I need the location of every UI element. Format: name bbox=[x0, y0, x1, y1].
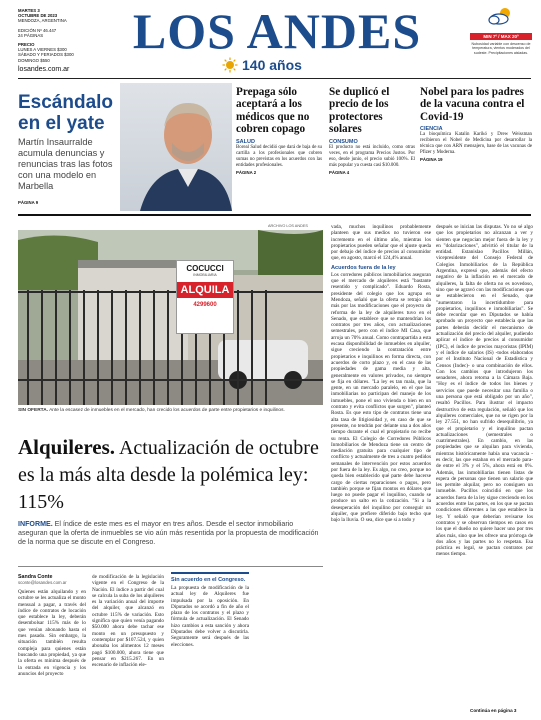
deck-divider bbox=[18, 566, 323, 567]
main-headline-bold: Alquileres. bbox=[18, 435, 116, 459]
main-deck bbox=[18, 520, 323, 547]
caption-label: SIN OFERTA. bbox=[18, 408, 49, 413]
story-ciencia-section: CIENCIA bbox=[420, 126, 443, 133]
price-sunday: DOMINGO $550 bbox=[18, 57, 50, 63]
page-count: 24 PÁGINAS bbox=[18, 32, 44, 38]
city: MENDOZA, ARGENTINA bbox=[18, 18, 67, 24]
story-salud-summary: Boreal Salud decidió que dará de baja de su cartilla a los profesionales que cobren sumas no previstas en los acuerdos con las entidades profesionales. bbox=[236, 144, 322, 168]
sign-brand: COCUCCI bbox=[186, 264, 224, 273]
sidebar-box bbox=[171, 572, 249, 648]
deck-text: El índice de este mes es el mayor en tres años. Desde el sector inmobiliario aseguran que la oferta de inmuebles se vio aún más resentida por la propuesta de modificación de la norma que se discute en el Congreso. bbox=[18, 520, 319, 546]
lead-headline-line1: Escándalo bbox=[18, 92, 114, 113]
weather-block bbox=[470, 6, 532, 55]
main-headline bbox=[18, 434, 330, 516]
price-weekday: LUNES A VIERNES $300 bbox=[18, 47, 67, 53]
photo-caption bbox=[18, 408, 323, 414]
date-line-2: OCTUBRE DE 2023 bbox=[18, 13, 58, 19]
sign-phone: 4299600 bbox=[193, 302, 217, 308]
story-consumo-headline: Se duplicó el precio de los protectores solares bbox=[329, 86, 390, 136]
top-section-divider bbox=[18, 214, 531, 216]
story-salud-headline: Prepaga sólo aceptará a los médicos que no cobren copago bbox=[236, 86, 310, 136]
man-portrait-icon bbox=[120, 83, 232, 211]
edition: EDICIÓN Nº 46.447 bbox=[18, 27, 57, 33]
cloud-sun-icon bbox=[486, 6, 516, 26]
deck-label: INFORME. bbox=[18, 520, 53, 528]
lead-page[interactable]: PÁGINA 9 bbox=[18, 200, 39, 205]
weather-badge: MIN 7º / MAX 20º bbox=[470, 33, 532, 40]
column-b: de modificación de la legislación vigente en el Congreso de la Nación. El índice a partir del cual se calcula la suba de los alquileres es la variación anual del importe del alquiler, que alcanzó en octubre 115% de variación. Esto significa que quien venía pagando $50.000 ahora debe tachar ese monto en un presupuesto y contemplar por $107.524, y quien abonaba los alimentos 12 meses pagó $100.000, ahora tiene que pensar en $215.267. En un escenario de inflación ele- bbox=[92, 574, 164, 669]
column-c-subhead: Acuerdos fuera de la ley bbox=[331, 264, 396, 271]
weather-text: Nubosidad variable con descenso de temperatura, vientos moderados del sudeste. Precipitaciones aisladas. bbox=[471, 42, 531, 55]
masthead-divider bbox=[18, 78, 531, 79]
column-c-text-2: Los corredores públicos inmobiliarios aseguran que el mercado de alquileres está "bastante resentido y complicado". Eduardo Rosta, presidente del colegio que los agrupa en Mendoza, señaló que la oferta se retrajo aún más por las modificaciones que el proyecto de reforma de la ley de alquileres tuvo en el Senado, que establece que se mantendrían los contratos por tres años, con actualizaciones semestrales, pero con el índice MI Casa, que arroja un 70% anual. Como contrapartida a esta escasa disponibilidad de inmuebles en alquiler, sigue creciendo la contratación entre propietarios e inquilinos en forma directa, con acuerdos de corto plazo y, en el caso de las propiedades de gama media y alta, generalmente en valores privados, no siempre se fija en dólares. "La ley es tan mala, que la gente, en un mercado paralelo, en el que las inmobiliarias no participan del manejo de los inmuebles, pone el uso vivienda o bien en un contrato y evita conflictos que surgen", planteó Rosta. Es que esto tipo de contratos tiene una alta tasa de litigiosidad y, en caso de que se presente, no tendrán por delante una a dos años tiempo durante el cual el propietario no recibe su renta. El Colegio de Corredores Públicos Inmobiliarios de Mendoza tiene un centro de mediación gratuita para cualquier tipo de conflicto y actualmente de tres a cuatro pedidos semanales de intervención por estos acuerdos por fuera de la ley. Es algo, no creo, porque no queda bien establecido qué parte debe hacerse cargo de ciertas reparaciones o pagos, pero también porque se fijan montos en dólares que luego no puede pagar el inquilino, cuando se produce un salto en la cotización. "Si a la desesperación del inquilino por conseguir un alquiler, que prefiere diferido bajo techo que bajo la lluvia. O sea, dice que si a todo y bbox=[331, 271, 431, 524]
continue-link[interactable]: Continúa en página 3 bbox=[470, 708, 517, 713]
story-ciencia-summary: La bioquímica Katalin Karikó y Drew Weissman recibieron el Nobel de Medicina por desarrollar la técnica que con ARN mensajero, base de las vacunas de Pfizer y Moderna. bbox=[420, 132, 532, 156]
sidebar-text: La propuesta de modificación de la actual ley de Alquileres fue impulsada por la oposición. En Diputados se acordó a fin de año el plazo de los contratos y el plazo y fórmula de actualización. El Senado hizo cambios a esta sanción y ahora Diputados debe volver a discutirla. Seguramente será después de las elecciones. bbox=[171, 585, 249, 648]
column-c-text: vada, muchos inquilinos probablemente planteen que sus medios no tuvieron ese incremento en el último año, mientras los propietarios pueden señalar que el ajuste queda por debajo del índice de precios al consumidor que, en agosto, marcó el 124,4% anual. bbox=[331, 224, 431, 262]
column-a-text: Quienes están alquilando y en octubre se les actualiza el monto mensual a pagar, a través del índice de contratos de locación que establece la ley, deberán desembolsar 115% más de lo que venían abonando hasta el mes pasado. Sin embargo, la situación también resulta compleja para quienes están buscando una propiedad, ya que la oferta es mínima después de la entrada en vigencia y los anuncios del proyecto bbox=[18, 589, 86, 677]
storefront-photo-icon bbox=[18, 230, 323, 405]
price-label: PRECIO bbox=[18, 42, 35, 48]
story-ciencia-page[interactable]: PÁGINA 19 bbox=[420, 157, 443, 163]
date-line: MARTES 3 bbox=[18, 8, 40, 13]
author-name: Sandra Conte bbox=[18, 574, 53, 580]
lead-photo bbox=[120, 83, 232, 211]
story-consumo-page[interactable]: PÁGINA 4 bbox=[329, 169, 350, 175]
column-c bbox=[331, 224, 431, 716]
lead-summary: Martín Insaurralde acumula denuncias y renuncias tras las fotos con una modelo en Marbella bbox=[18, 137, 113, 191]
photo-credit: ARCHIVO LOS ANDES bbox=[268, 224, 308, 228]
story-salud[interactable] bbox=[236, 86, 322, 175]
date-block bbox=[18, 8, 88, 63]
website[interactable]: losandes.com.ar bbox=[18, 66, 70, 73]
caption-text: Ante la escasez de inmuebles en el mercado, han crecido los acuerdos de parte entre propietarios e inquilinos. bbox=[49, 408, 285, 413]
sign-sub: INMOBILIARIA bbox=[193, 273, 217, 277]
for-rent-sign bbox=[176, 260, 234, 334]
sign-word: ALQUILA bbox=[177, 282, 233, 298]
anniversary-block bbox=[222, 57, 302, 73]
story-salud-section: SALUD bbox=[236, 138, 255, 145]
story-consumo[interactable] bbox=[329, 86, 415, 175]
column-d bbox=[436, 224, 533, 708]
story-salud-page[interactable]: PÁGINA 2 bbox=[236, 169, 257, 175]
masthead-title: LOS ANDES bbox=[132, 3, 422, 59]
story-consumo-section: CONSUMO bbox=[329, 138, 358, 145]
main-photo bbox=[18, 230, 323, 405]
column-a bbox=[18, 574, 86, 677]
anniversary-text: 140 años bbox=[242, 57, 302, 73]
story-ciencia-headline: Nobel para los padres de la vacuna contra el Covid-19 bbox=[420, 86, 525, 123]
lead-headline bbox=[18, 92, 128, 134]
price-saturday: SÁBADO Y FERIADOS $300 bbox=[18, 52, 74, 58]
lead-headline-line2: en el yate bbox=[18, 113, 105, 134]
story-consumo-summary: El producto no está incluido, como otras veces, en el programa Precios Justos. Por eso, desde junio, el precio subió 100%. El más popular ya cuesta casi $10.000. bbox=[329, 144, 415, 168]
author-email[interactable]: sconte@losandes.com.ar bbox=[18, 580, 67, 585]
main-headline-rest: Actualización de octubre es la más alta desde la polémica ley: 115% bbox=[18, 437, 319, 513]
sidebar-title: Sin acuerdo en el Congreso. bbox=[171, 577, 246, 583]
sun-icon bbox=[222, 57, 238, 73]
story-ciencia[interactable] bbox=[420, 86, 532, 162]
column-d-text: después se inician las disputas. Yo no sé algo que los propietarios no alcanzan a ver y sienten que negocian mejor fuera de la ley y en "dolarizaciones", advirtió el titular de la entidad. Estanislao Pacillos Millán, vicepresidente del Consejo Federal de Colegios Inmobiliarios de la República Argentina, expresó que, además del efecto negativo de la inflación en el mercado de alquileres, la falta de oferta no es novedoso, sino que se agravó con las modificaciones que se establecieron en el Senado, que "aumentaron la incertidumbre para propietarios, inquilinos e inmobiliarias". Se debe recordar que en Diputados se había aprobado un proyecto que establecía que las partes deberán decidir el mecanismo de actualización del precio del alquiler, pudiendo aplicar el índice de precios al consumidor (IPC), el índice de precios mayoristas (IPIM) y el índice de salarios (IS) -todos elaborados por el Instituto Nacional de Estadística y Censos (Indec)- o una combinación de ellos. Con los cambios que introdujeron los senadores, ahora retorna a la Cámara Baja. "Hoy es el índice de todos los bienes y servicios que puede necesitar una familia o una persona que está obligado por un año", resaltó Pacillos. Para ilustrar el impacto destructivo de esta regulación, señaló que los alquileres comerciales, que no se rigen por la ley 27.551, no han sufrido desequilibrio, ya que el propietario y el inquilino pactan actualizaciones (semestrales o cuatrimestrales). En cambio, en las propiedades que se alquilan para vivienda, mientras históricamente había una vacancia -es decir, las que estaban en el mercado para- de entre el 3% y el 5%, ahora está en 0%. Además, las inmobiliarias tienen listas de espera de personas que tienen un salario que les permite alquilar, pero no consiguen un inmueble. Pacillos coincidió en que los acuerdos fuera de la ley sigue creciendo en los acuerdos entre las partes, en los que se pactan condiciones diferentes a las que establece la ley. Y señaló que deberían revisarse los contratos y se observan tiempos en casos en los que el dueño no quiere hacer uno por tres años más, sino que les ofrece una prórroga de dos años y las partes no lo respetan. Esa práctica es legal, se pactan contratos por menos tiempo. bbox=[436, 224, 533, 558]
